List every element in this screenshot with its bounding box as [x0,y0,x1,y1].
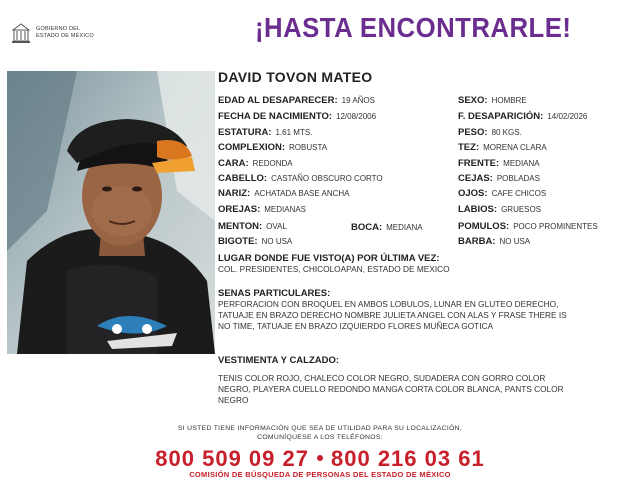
field-value: 1.61 MTS. [275,128,313,137]
state-emblem-icon [10,21,32,45]
field-complexion [458,142,547,153]
field-hair [218,173,383,184]
field-label: BIGOTE: [218,236,258,247]
person-photo-illustration [7,71,215,354]
field-forehead [458,158,540,169]
phone-number-1[interactable]: 800 509 09 27 [155,446,309,471]
poster-title: ¡HASTA ENCONTRARLE! [255,12,572,43]
field-value: OVAL [266,222,287,231]
field-label: COMPLEXION: [218,142,286,153]
field-value: 14/02/2026 [547,112,588,121]
clothing-heading: VESTIMENTA Y CALZADO: [218,355,340,366]
field-build [218,142,327,153]
field-label: FRENTE: [458,158,500,169]
field-value: POCO PROMINENTES [513,222,598,231]
phone-numbers [0,446,640,472]
field-mustache [218,236,292,247]
field-label: OREJAS: [218,204,261,215]
field-label: POMULOS: [458,221,510,232]
government-logo [10,21,122,47]
particular-marks-title: SENAS PARTICULARES: [218,288,331,299]
field-value: MEDIANA [503,159,540,168]
field-label: SEXO: [458,95,488,106]
logo-line-2: ESTADO DE MÉXICO [36,33,94,39]
logo-line-1: GOBIERNO DEL [36,26,81,32]
field-height [218,127,312,138]
field-birthdate [218,111,376,122]
field-value: ACHATADA BASE ANCHA [254,189,350,198]
field-chin [218,221,287,232]
field-label: TEZ: [458,142,480,153]
field-value: CASTAÑO OBSCURO CORTO [271,174,383,183]
last-seen-text: COL. PRESIDENTES, CHICOLOAPAN, ESTADO DE MEXICO [218,264,450,274]
field-label: F. DESAPARICIÓN: [458,111,544,122]
field-label: OJOS: [458,188,488,199]
field-value: NO USA [261,237,293,246]
field-cheekbones [458,221,598,232]
missing-person-photo [7,71,215,354]
field-value: MORENA CLARA [483,143,547,152]
field-label: CEJAS: [458,173,493,184]
field-eyes [458,188,546,199]
field-disappearance-date [458,111,587,122]
field-value: 80 KGS. [491,128,522,137]
field-label: FECHA DE NACIMIENTO: [218,111,332,122]
field-label: CABELLO: [218,173,268,184]
particular-marks-line-2: TATUAJE EN BRAZO DERECHO NOMBRE JULIETA ANGEL CON ALAS Y FRASE THERE IS [218,310,567,320]
clothing-line-3: NEGRO [218,395,249,405]
last-seen-title: LUGAR DONDE FUE VISTO(A) POR ÚLTIMA VEZ: [218,253,440,264]
field-label: BOCA: [351,222,383,233]
field-value: HOMBRE [491,96,527,105]
field-value: MEDIANA [386,223,423,232]
particular-marks-line-1: PERFORACION CON BROQUEL EN AMBOS LOBULOS, LUNAR EN GLUTEO DERECHO, [218,299,559,309]
clothing-title [218,355,339,366]
field-value: CAFE CHICOS [491,189,547,198]
field-value: REDONDA [252,159,293,168]
last-seen-section [218,253,450,275]
field-face [218,158,293,169]
person-name: DAVID TOVON MATEO [218,69,373,85]
field-label: CARA: [218,158,249,169]
contact-note [0,424,640,442]
field-value: 12/08/2006 [336,112,377,121]
field-lips [458,204,541,215]
field-eyebrows [458,173,540,184]
contact-note-line-1: SI USTED TIENE INFORMACIÓN QUE SEA DE UTILIDAD PARA SU LOCALIZACIÓN, [177,425,463,432]
field-age [218,95,375,106]
field-label: PESO: [458,127,488,138]
phone-number-2[interactable]: 800 216 03 61 [331,446,485,471]
field-beard [458,236,530,247]
field-value: MEDIANAS [264,205,307,214]
field-ears [218,204,306,215]
contact-note-line-2: COMUNÍQUESE A LOS TELÉFONOS: [257,434,383,441]
field-label: ESTATURA: [218,127,272,138]
commission-name: COMISIÓN DE BÚSQUEDA DE PERSONAS DEL ESTADO DE MÉXICO [189,470,451,479]
field-nose [218,188,350,199]
field-weight [458,127,522,138]
separator-dot-icon [317,455,323,461]
particular-marks-section [218,288,567,332]
clothing-section [218,373,564,406]
field-value: GRUESOS [501,205,542,214]
field-label: NARIZ: [218,188,251,199]
field-label: MENTON: [218,221,263,232]
field-mouth [351,222,423,233]
field-label: LABIOS: [458,204,498,215]
field-label: EDAD AL DESAPARECER: [218,95,338,106]
clothing-line-2: NEGRO, PLAYERA CUELLO REDONDO MANGA CORTA COLOR BLANCA, PANTS COLOR [218,384,564,394]
field-value: NO USA [499,237,531,246]
field-sex [458,95,527,106]
field-value: 19 AÑOS [341,96,375,105]
particular-marks-line-3: NO TIME, TATUAJE EN BRAZO IZQUIERDO FLORES MUÑECA GOTICA [218,321,494,331]
field-label: BARBA: [458,236,496,247]
clothing-line-1: TENIS COLOR ROJO, CHALECO COLOR NEGRO, SUDADERA CON GORRO COLOR [218,373,546,383]
field-value: ROBUSTA [289,143,328,152]
field-value: POBLADAS [496,174,540,183]
